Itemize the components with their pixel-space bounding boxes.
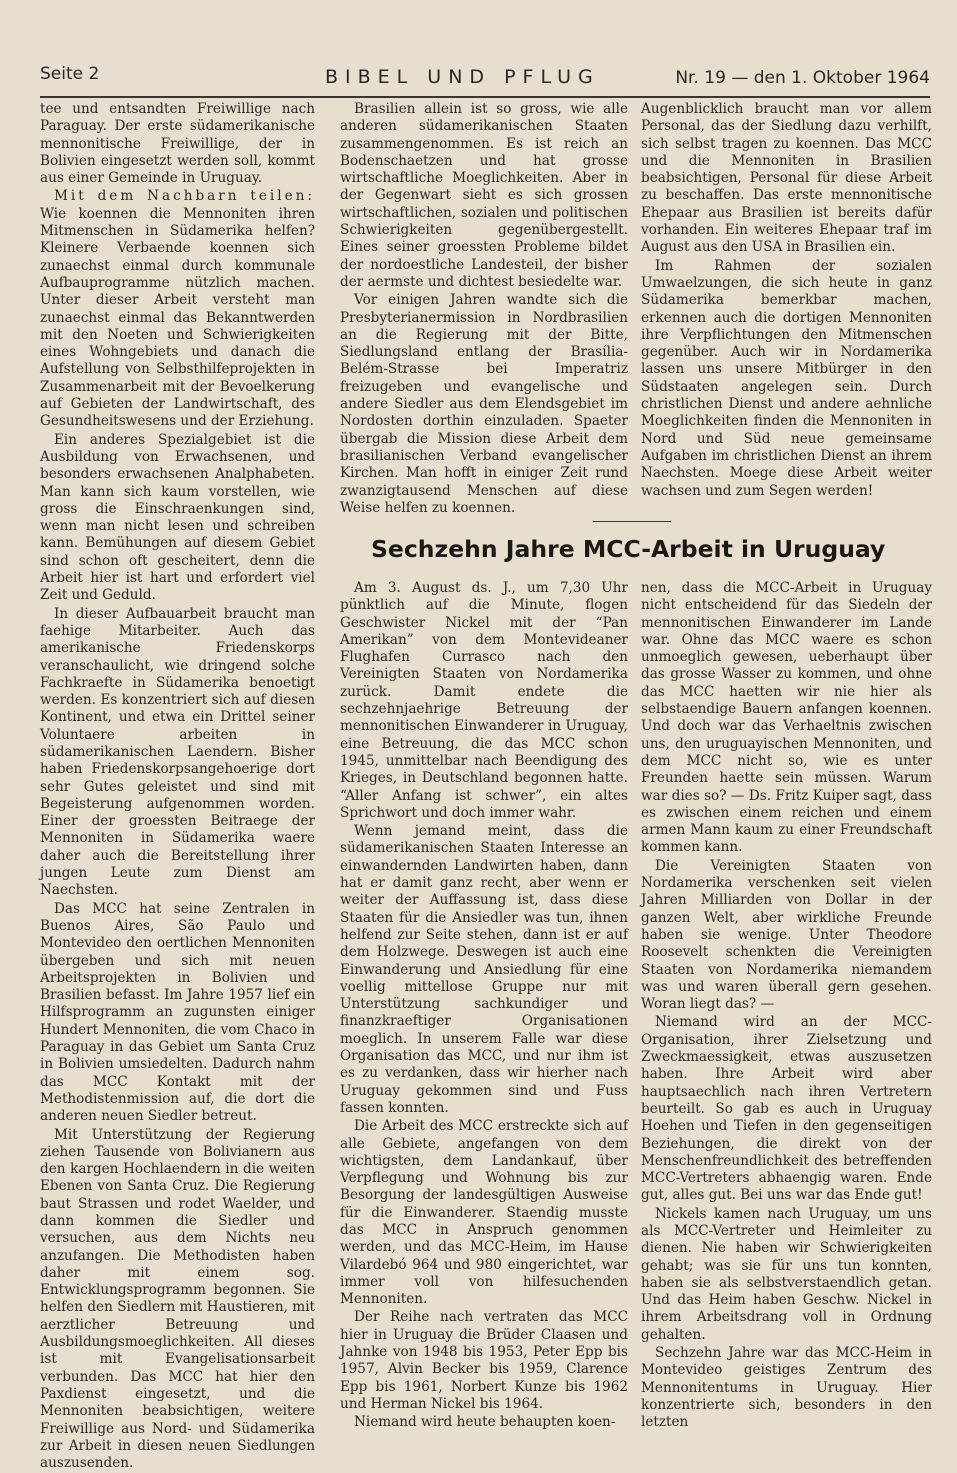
publication-title: BIBEL UND PFLUG [325, 66, 600, 88]
paragraph: Die Vereinigten Staaten von Nordamerika verschenken seit vielen Jahren Milliarden von Dollar in der ganzen Welt, aber wirkliche Freunde haben sie wenige. Unter Theodore Roosevelt schenkten die Vereinigten Staaten von Nordamerika niemandem was und waren überall gern gesehen. Woran liegt das? — [641, 857, 932, 1013]
paragraph: Ein anderes Spezialgebiet ist die Ausbildung von Erwachsenen, und besonders erwachsenen Analphabeten. Man kann sich kaum vorstellen, wie gross die Einschraenkungen sind, wenn man nicht lesen und schreiben kann. Bemühungen auf diesem Gebiet sind schon oft gescheitert, denn die Arbeit hier ist hart und erfordert viel Zeit und Geduld. [40, 431, 315, 604]
paragraph [40, 188, 315, 430]
paragraph: Die Arbeit des MCC erstreckte sich auf alle Gebiete, angefangen von dem wichtigsten, dem Landankauf, über Verpflegung und Wohnung bis zur Besorgung der landesgültigen Ausweise für die Einwanderer. Staendig musste das MCC in Anspruch genommen werden, und das MCC-Heim, im Hause Vilardebó 964 und 980 eingerichtet, war immer voll von hilfesuchenden Mennoniten. [340, 1118, 628, 1308]
paragraph: Mit Unterstützung der Regierung ziehen Tausende von Bolivianern aus den kargen Hochlaendern in die weiten Ebenen von Santa Cruz. Die Regierung baut Strassen und rodet Waelder, und dann kommen die Siedler und versuchen, aus dem Nichts neu anzufangen. Die Methodisten haben daher mit einem sog. Entwicklungsprogramm begonnen. Sie helfen den Siedlern mit Haustieren, mit aerztlicher Betreuung und Ausbildungsmoeglichkeiten. All dieses ist mit Evangelisationsarbeit verbunden. Das MCC hat hier den Paxdienst eingesetzt, und die Mennoniten beabsichtigen, weitere Freiwillige aus Nord- und Südamerika zur Arbeit in diesen neuen Siedlungen auszusenden. [40, 1126, 315, 1472]
paragraph: Am 3. August ds. J., um 7,30 Uhr pünktlich auf die Minute, flogen Geschwister Nickel mit der “Pan Amerikan” von dem Montevideaner Flughafen Currasco nach den Vereinigten Staaten von Nordamerika zurück. Damit endete die sechzehnjaehrige Betreuung der mennonitischen Einwanderer in Uruguay, eine Betreuung, die das MCC schon 1945, unmittelbar nach Beendigung des Krieges, in Deutschland begonnen hatte. “Aller Anfang ist schwer”, ein altes Sprichwort und doch immer wahr. [340, 580, 628, 821]
paragraph: Brasilien allein ist so gross, wie alle anderen südamerikanischen Staaten zusammengenommen. Es ist reich an Bodenschaetzen und hat grosse wirtschaftliche Moeglichkeiten. Aber in der Gegenwart sieht es sich grossen wirtschaftlichen, sozialen und politischen Schwierigkeiten gegenübergestellt. Eines seiner groessten Probleme bildet der nordoestliche Landesteil, der bisher der aermste und dichtest besiedelte war. [340, 101, 628, 290]
column-3 [641, 101, 932, 501]
paragraph: In dieser Aufbauarbeit braucht man faehige Mitarbeiter. Auch das amerikanische Friedenskorps veranschaulicht, wie dringend solche Fachkraefte in Südamerika benoetigt werden. Es konzentriert sich auf diesen Kontinent, und etwa ein Drittel seiner Voluntaere arbeiten in südamerikanischen Laendern. Bisher haben Friedenskorpsangehoerige dort sehr Gutes geleistet und sind mit Begeisterung aufgenommen worden. Einer der groessten Beitraege der Mennoniten in Südamerika waere daher auch die Bereitstellung ihrer jungen Leute zum Dienst am Naechsten. [40, 605, 315, 899]
paragraph: Im Rahmen der sozialen Umwaelzungen, die sich heute in ganz Südamerika bemerkbar machen, erkennen auch die dortigen Mennoniten ihre Verpflichtungen den Mitmenschen gegenüber. Auch wir in Nordamerika lassen uns unsere Mitbürger in den Südstaaten angelegen sein. Durch christlichen Dienst und andere aehnliche Moeglichkeiten finden die Mennoniten in Nord und Süd neue gemeinsame Aufgaben im christlichen Dienst an ihrem Naechsten. Moege diese Arbeit weiter wachsen und zum Segen werden! [641, 257, 932, 499]
paragraph: Wenn jemand meint, dass die südamerikanischen Staaten Interesse an einwandernden Landwirten haben, dann hat er damit ganz recht, aber wenn er weiter der Auffassung ist, dass diese Staaten für die Ansiedler was tun, ihnen helfend zur Seite stehen, dann ist er auf dem Holzwege. Deswegen ist auch eine Einwanderung und Ansiedlung für eine voellig mittellose Gruppe nur mit Unterstützung sachkundiger und finanzkraeftiger Organisationen moeglich. In unserem Falle war diese Organisation das MCC, und nur ihm ist es zu verdanken, dass wir hierher nach Uruguay gekommen sind und Fuss fassen konnten. [340, 823, 628, 1116]
paragraph: nen, dass die MCC-Arbeit in Uruguay nicht entscheidend für das Siedeln der mennonitischen Einwanderer im Lande war. Ohne das MCC waere es schon unmoeglich gewesen, ueberhaupt über das grosse Wasser zu kommen, und ohne das MCC haetten wir nie hier als selbstaendige Bauern anfangen koennen. Und doch war das Verhaeltnis zwischen uns, den uruguayischen Mennoniten, und dem MCC nicht so, wie es unter Freunden haette sein müssen. Warum war dies so? — Ds. Fritz Kuiper sagt, dass es zwischen einem reichen und einem armen Mann kaum zu einer Freundschaft kommen kann. [641, 580, 932, 856]
column-2 [340, 101, 628, 518]
paragraph: Nickels kamen nach Uruguay, um uns als MCC-Vertreter und Heimleiter zu dienen. Nie haben wir Schwierigkeiten gehabt; was sie für uns tun konnten, haben sie als selbstverstaendlich getan. Und das Heim haben Geschw. Nickel in ihrem Arbeitsdrang voll in Ordnung gehalten. [641, 1205, 932, 1343]
issue-date: Nr. 19 — den 1. Oktober 1964 [675, 68, 930, 88]
spaced-heading: Mit dem Nachbarn teilen: [54, 188, 315, 205]
article-headline: Sechzehn Jahre MCC-Arbeit in Uruguay [371, 535, 886, 563]
paragraph: tee und entsandten Freiwillige nach Paraguay. Der erste südamerikanische mennonitische Freiwillige, der in Bolivien eingesetzt werden soll, kommt aus einer Gemeinde in Uruguay. [40, 101, 315, 187]
paragraph: Niemand wird an der MCC-Organisation, ihrer Zielsetzung und Zweckmaessigkeit, etwas auszusetzen haben. Ihre Arbeit wird aber hauptsaechlich nach ihren Vertretern beurteilt. So gab es auch in Uruguay Hoehen und Tiefen in den gegenseitigen Beziehungen, die direkt von der Menschenfreundlichkeit des betreffenden MCC-Vertreters abhaengig waren. Ende gut, alles gut. Bei uns war das Ende gut! [641, 1014, 932, 1204]
paragraph: Augenblicklich braucht man vor allem Personal, das der Siedlung dazu verhilft, sich selbst tragen zu koennen. Das MCC und die Mennoniten in Brasilien beabsichtigen, Personal für diese Arbeit zu beschaffen. Das erste mennonitische Ehepaar aus Brasilien ist bereits dafür vorhanden. Ein weiteres Ehepaar traf im August aus den USA in Brasilien ein. [641, 101, 932, 256]
paragraph: Sechzehn Jahre war das MCC-Heim in Montevideo geistiges Zentrum des Mennonitentums in Uruguay. Hier konzentrierte sich, besonders in den letzten [641, 1345, 932, 1431]
article-column-2 [641, 580, 932, 1433]
paragraph: Das MCC hat seine Zentralen in Buenos Aires, São Paulo und Montevideo den oertlichen Mennoniten übergeben und sich mit neuen Arbeitsprojekten in Bolivien und Brasilien befasst. Im Jahre 1957 lief ein Hilfsprogramm an zugunsten einiger Hundert Mennoniten, die vom Chaco in Paraguay in das Gebiet um Santa Cruz in Bolivien umsiedelten. Dadurch nahm das MCC Kontakt mit der Methodistenmission auf, die dort die anderen neuen Siedler betreut. [40, 900, 315, 1125]
paragraph-text: Wie koennen die Mennoniten ihren Mitmenschen in Südamerika helfen? Kleinere Verbaende koennen sich zunaechst einmal durch kommunale Aufbauprogramme nützlich machen. Unter dieser Arbeit versteht man zunaechst einmal das Bekanntwerden mit den Noeten und Schwierigkeiten eines Wohngebiets und danach die Aufstellung von Selbsthilfeprojekten in Zusammenarbeit mit der Bevoelkerung auf Gebieten der Landwirtschaft, des Gesundheitswesens und der Erziehung. [40, 205, 315, 430]
paragraph: Niemand wird heute behaupten koen- [354, 1414, 616, 1431]
paragraph: Vor einigen Jahren wandte sich die Presbyterianermission in Nordbrasilien an die Regierung mit der Bitte, Siedlungsland entlang der Brasília-Belém-Strasse bei Imperatriz freizugeben und evangelische und andere Siedler aus dem Elendsgebiet im Nordosten dorthin einzuladen. Spaeter übergab die Mission diese Arbeit dem brasilianischen Verband evangelischer Kirchen. Man hofft in einiger Zeit rund zwanzigtausend Menschen auf diese Weise helfen zu koennen. [340, 292, 628, 516]
article-column-1 [340, 580, 628, 1433]
section-divider [593, 521, 671, 522]
column-1 [40, 101, 315, 1473]
paragraph: Der Reihe nach vertraten das MCC hier in Uruguay die Brüder Claasen und Jahnke von 1948 bis 1953, Peter Epp bis 1957, Alvin Becker bis 1959, Clarence Epp bis 1961, Norbert Kunze bis 1962 und Herman Nickel bis 1964. [340, 1309, 628, 1412]
page-number: Seite 2 [40, 64, 100, 84]
page-header [40, 60, 930, 98]
